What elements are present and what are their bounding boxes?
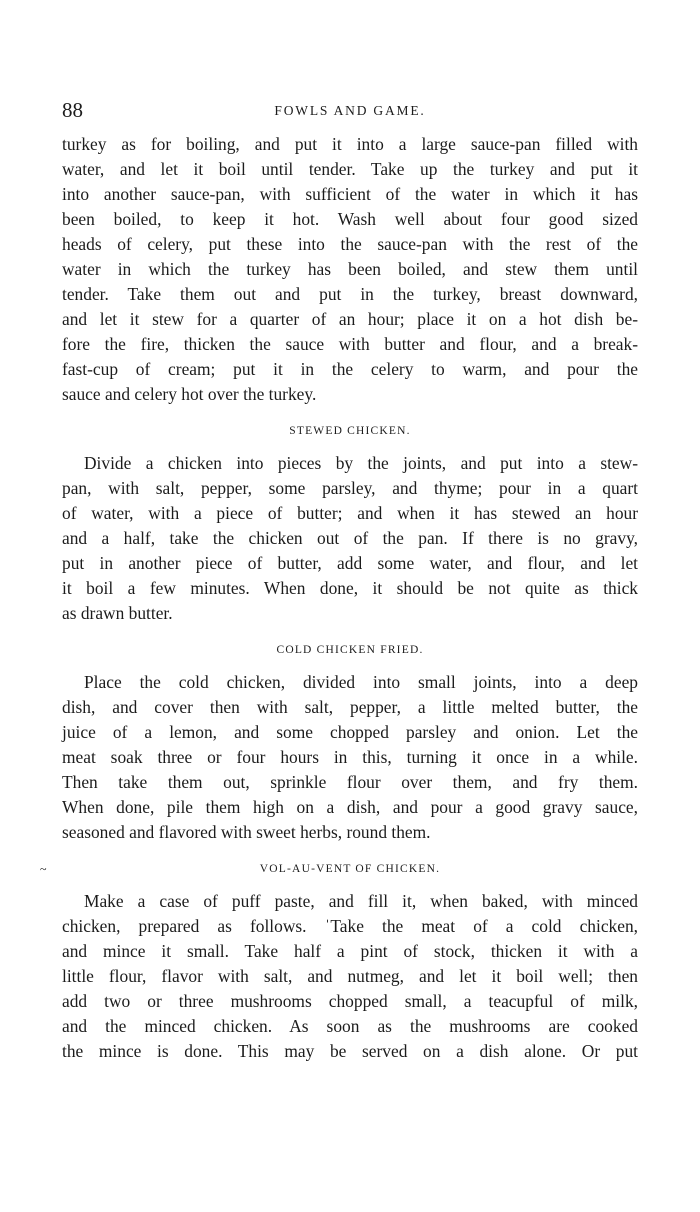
section-heading-label: VOL-AU-VENT OF CHICKEN. [259, 863, 441, 875]
text-line: fore the fire, thicken the sauce with butter and flour, and a break- [62, 334, 638, 354]
text-line: sauce and celery hot over the turkey. [62, 384, 317, 404]
text-line: of water, with a piece of butter; and when it has stewed an hour [62, 503, 638, 523]
page-number: 88 [62, 98, 83, 122]
running-title: FOWLS AND GAME. [274, 103, 426, 118]
section-heading-stewed-chicken: STEWED CHICKEN. [289, 425, 411, 437]
text-line: been boiled, to keep it hot. Wash well about four good sized [62, 209, 638, 229]
text-line: pan, with salt, pepper, some parsley, and thyme; pour in a quart [62, 478, 638, 498]
text-line: put in another piece of butter, add some water, and flour, and let [62, 553, 638, 573]
text-line: and a half, take the chicken out of the pan. If there is no gravy, [62, 528, 638, 548]
continuation-paragraph [62, 132, 638, 407]
book-page [40, 98, 638, 1064]
text-line: meat soak three or four hours in this, turning it once in a while. [62, 747, 638, 767]
vol-au-vent-paragraph [62, 889, 638, 1064]
text-line: seasoned and flavored with sweet herbs, round them. [62, 822, 431, 842]
stewed-chicken-paragraph [62, 451, 638, 626]
text-line: little flour, flavor with salt, and nutmeg, and let it boil well; then [62, 966, 638, 986]
text-line: and mince it small. Take half a pint of stock, thicken it with a [62, 941, 638, 961]
cold-chicken-fried-paragraph [62, 670, 638, 845]
text-line: water, and let it boil until tender. Take up the turkey and put it [62, 159, 638, 179]
text-line: into another sauce-pan, with sufficient of the water in which it has [62, 184, 638, 204]
section-heading-vol-au-vent [40, 851, 638, 887]
text-line: Make a case of puff paste, and fill it, when baked, with minced [84, 891, 638, 911]
text-line: turkey as for boiling, and put it into a large sauce-pan filled with [62, 134, 638, 154]
text-line: juice of a lemon, and some chopped parsley and onion. Let the [62, 722, 638, 742]
text-line: chicken, prepared as follows. ˈTake the meat of a cold chicken, [62, 916, 638, 936]
text-line: Place the cold chicken, divided into small joints, into a deep [84, 672, 638, 692]
text-line: When done, pile them high on a dish, and pour a good gravy sauce, [62, 797, 638, 817]
text-line: tender. Take them out and put in the turkey, breast downward, [62, 284, 638, 304]
text-line: it boil a few minutes. When done, it should be not quite as thick [62, 578, 638, 598]
running-head [62, 98, 638, 128]
text-line: heads of celery, put these into the sauce-pan with the rest of the [62, 234, 638, 254]
text-line: Divide a chicken into pieces by the joints, and put into a stew- [84, 453, 638, 473]
text-line: add two or three mushrooms chopped small, a teacupful of milk, [62, 991, 638, 1011]
text-line: Then take them out, sprinkle flour over them, and fry them. [62, 772, 638, 792]
text-line: as drawn butter. [62, 603, 173, 623]
text-line: and the minced chicken. As soon as the mushrooms are cooked [62, 1016, 638, 1036]
text-line: the mince is done. This may be served on a dish alone. Or put [62, 1041, 638, 1061]
text-line: water in which the turkey has been boiled, and stew them until [62, 259, 638, 279]
text-line: fast-cup of cream; put it in the celery to warm, and pour the [62, 359, 638, 379]
text-line: dish, and cover then with salt, pepper, a little melted butter, the [62, 697, 638, 717]
stray-ink-mark: ~ [40, 862, 48, 876]
text-line: and let it stew for a quarter of an hour; place it on a hot dish be- [62, 309, 638, 329]
section-heading-cold-chicken-fried: COLD CHICKEN FRIED. [276, 644, 424, 656]
